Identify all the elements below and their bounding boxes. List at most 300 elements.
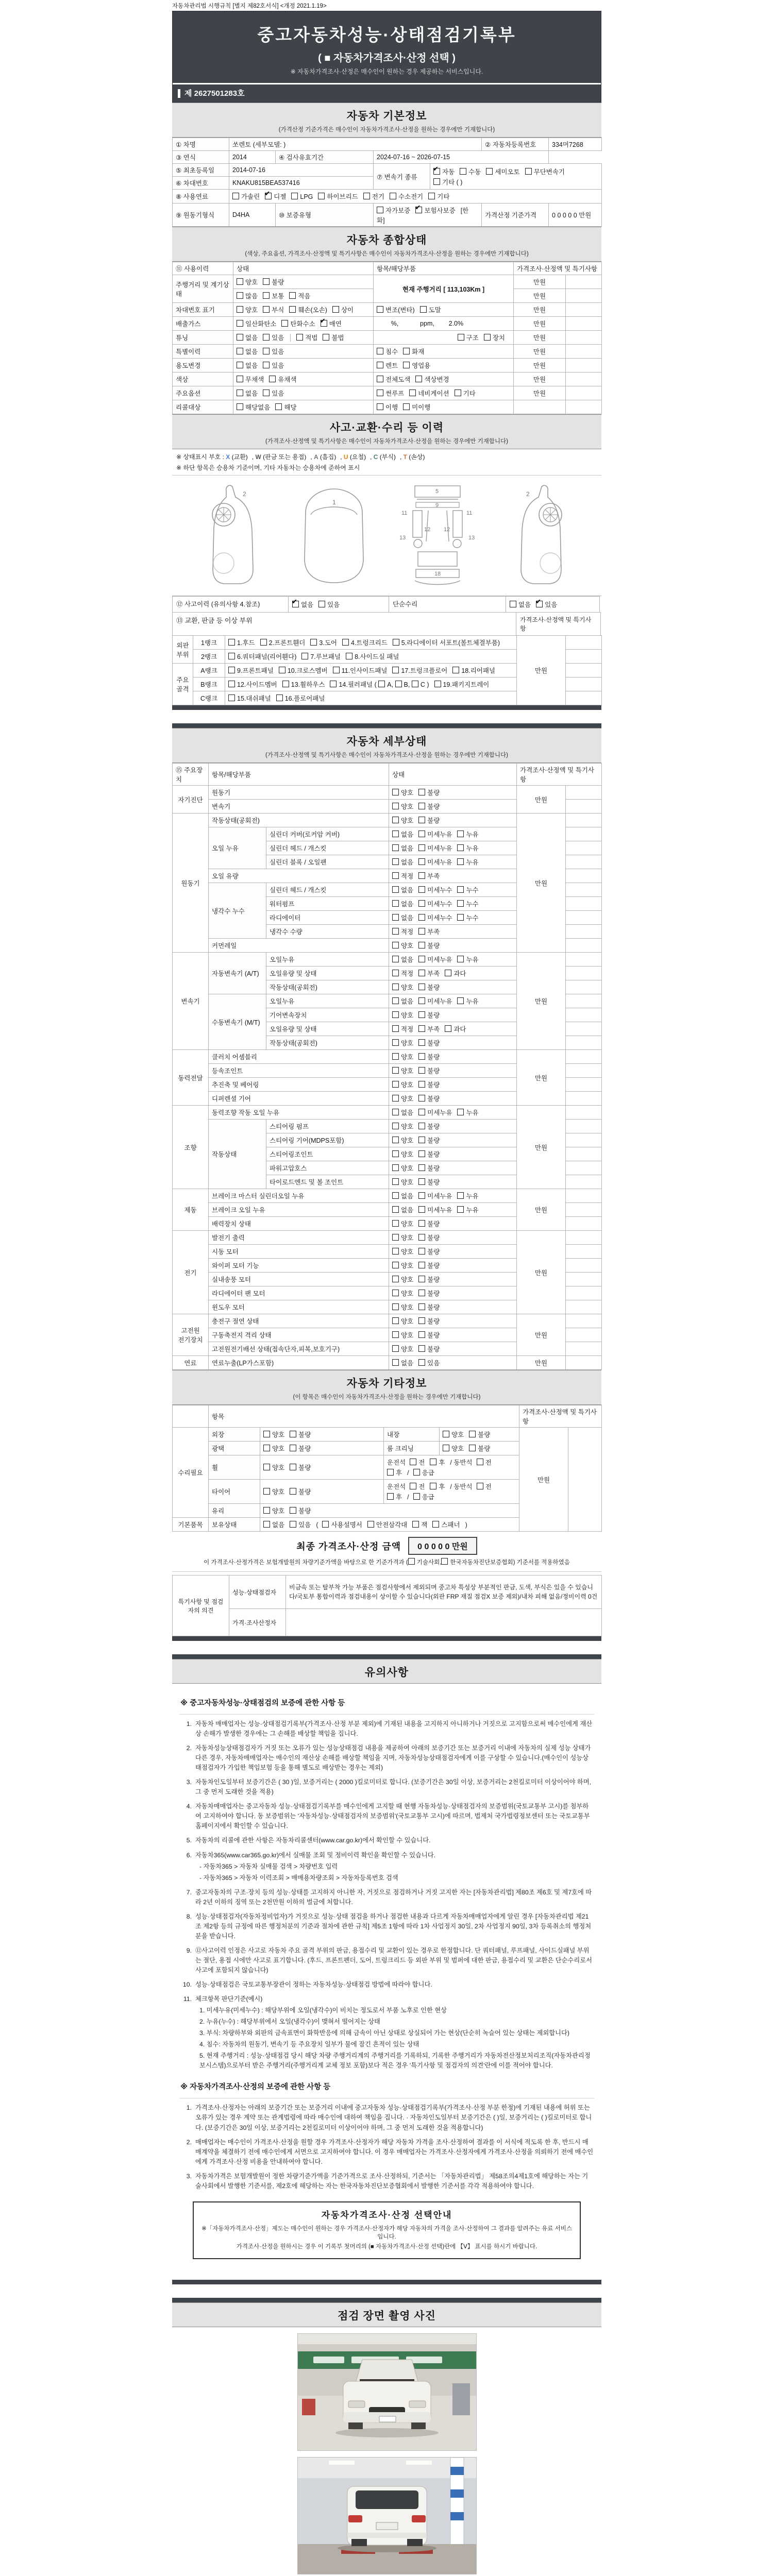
checkbox[interactable]	[418, 1192, 425, 1199]
checkbox[interactable]	[318, 601, 325, 607]
checkbox[interactable]	[290, 1507, 296, 1514]
table-cell: 용도변경	[173, 359, 233, 372]
table-cell	[384, 1455, 519, 1480]
checkbox[interactable]	[377, 389, 383, 396]
checkbox[interactable]	[418, 1234, 425, 1241]
remarks-side-label: 특기사항 및 점검자의 의견	[173, 1575, 229, 1636]
section-detail-state	[172, 728, 601, 763]
checkbox[interactable]	[434, 681, 441, 687]
table-cell: ⑨ 원동기형식	[173, 204, 229, 227]
checkbox-checked[interactable]	[292, 601, 299, 607]
option: 불량	[418, 982, 440, 992]
table-cell: 만원	[514, 317, 566, 331]
table-cell	[389, 883, 517, 897]
checkbox[interactable]	[322, 1521, 329, 1528]
checkbox[interactable]	[457, 1206, 464, 1213]
checkbox[interactable]	[392, 886, 399, 893]
section-title: 유의사항	[364, 1667, 409, 1679]
checkbox[interactable]	[460, 168, 466, 175]
table-cell	[566, 1147, 602, 1161]
checkbox[interactable]	[392, 858, 399, 865]
section-accident-history	[172, 414, 601, 449]
table-cell	[566, 911, 602, 925]
checkbox[interactable]	[418, 1303, 425, 1310]
checkbox[interactable]	[441, 1558, 448, 1565]
checkbox[interactable]	[392, 942, 399, 948]
option: 불량	[263, 277, 284, 286]
checkbox[interactable]	[392, 1095, 399, 1101]
checkbox[interactable]	[418, 1137, 425, 1143]
table-cell: 실린더 커버(로커암 커버)	[266, 827, 389, 841]
checkbox[interactable]	[332, 306, 339, 313]
svg-text:5: 5	[435, 488, 439, 495]
checkbox[interactable]	[418, 1331, 425, 1338]
checkbox[interactable]	[418, 1290, 425, 1296]
checkbox[interactable]	[413, 1493, 420, 1500]
checkbox[interactable]	[392, 1345, 399, 1352]
section-title: 사고·교환·수리 등 이력	[329, 422, 444, 434]
notice-body	[172, 1684, 601, 2280]
checkbox[interactable]	[477, 1459, 483, 1465]
checkbox[interactable]	[418, 1178, 425, 1185]
checkbox[interactable]	[263, 1488, 270, 1495]
checkbox[interactable]	[510, 601, 516, 607]
checkbox[interactable]	[418, 789, 425, 795]
checkbox[interactable]	[392, 1039, 399, 1046]
checkbox[interactable]	[418, 928, 425, 935]
checkbox[interactable]	[457, 956, 464, 962]
checkbox[interactable]	[290, 1431, 296, 1437]
checkbox[interactable]	[392, 1303, 399, 1310]
checkbox[interactable]	[296, 334, 303, 341]
section-note: (가격조사·산정액 및 특기사항은 매수인이 자동차가격조사·산정을 원하는 경우에만 기재합니다)	[265, 752, 508, 758]
checkbox[interactable]	[228, 694, 235, 701]
checkbox[interactable]	[392, 1164, 399, 1171]
checkbox[interactable]	[237, 376, 243, 382]
checkbox[interactable]	[392, 914, 399, 921]
notice-sec2-title: ※ 자동차가격조사·산정의 보증에 관한 사항 등	[179, 2078, 594, 2098]
checkbox[interactable]	[263, 362, 270, 368]
checkbox[interactable]	[263, 306, 270, 313]
checkbox[interactable]	[232, 193, 239, 199]
checkbox[interactable]	[392, 1262, 399, 1268]
option: 없음	[237, 333, 258, 342]
checkbox[interactable]	[392, 789, 399, 795]
checkbox[interactable]	[418, 1123, 425, 1129]
option: 미세누수	[418, 913, 452, 922]
table-cell	[389, 897, 517, 911]
checkbox[interactable]	[469, 1431, 476, 1437]
checkbox[interactable]	[237, 292, 243, 299]
checkbox[interactable]	[445, 1025, 451, 1032]
checkbox[interactable]	[377, 376, 383, 382]
checkbox[interactable]	[445, 970, 451, 976]
checkbox[interactable]	[392, 1331, 399, 1338]
table-cell: B랭크	[193, 677, 225, 691]
divider	[290, 334, 291, 342]
svg-text:13: 13	[399, 535, 406, 541]
checkbox[interactable]	[263, 1521, 270, 1528]
checkbox[interactable]	[418, 900, 425, 907]
checkbox[interactable]	[263, 1464, 270, 1470]
checkbox[interactable]	[418, 914, 425, 921]
checkbox[interactable]	[392, 1150, 399, 1157]
checkbox[interactable]	[412, 681, 418, 687]
checkbox[interactable]	[269, 376, 276, 382]
checkbox[interactable]	[392, 970, 399, 976]
checkbox[interactable]	[418, 984, 425, 990]
engine-bay-front-photo	[297, 2333, 477, 2451]
option: 불량	[418, 1052, 440, 1061]
checkbox[interactable]	[457, 997, 464, 1004]
checkbox[interactable]	[392, 956, 399, 962]
checkbox[interactable]	[333, 667, 340, 673]
checkbox[interactable]	[418, 844, 425, 851]
inspector-opinion: 비금속 또는 탈부착 가능 부품은 점검사항에서 제외되며 중고차 특성상 부분적인 판금, 도색, 부식은 있을 수 있습니다/국토부 통합이력과 점검내용이 상이할 수 있습니다(외판 FRP 재질 점검X 보증 제외)/내차 피해 없음/정비이력 0건	[286, 1575, 602, 1609]
checkbox[interactable]	[228, 639, 235, 646]
checkbox[interactable]	[260, 639, 267, 646]
table-cell	[233, 345, 374, 359]
checkbox[interactable]	[418, 1248, 425, 1255]
checkbox[interactable]	[263, 1445, 270, 1451]
checkbox[interactable]	[457, 858, 464, 865]
checkbox-checked[interactable]	[415, 207, 422, 213]
checkbox[interactable]	[237, 334, 243, 341]
option: 전기	[363, 192, 384, 201]
notice-item: 2. 자동차성능상태점검자가 거짓 또는 오류가 있는 성능상태점검 내용을 제공하여 아래의 보증기간 또는 보증거리 이내에 자동차의 실제 성능 상태가 다른 경우, 자동차매매업자는 매수인의 재산상 손해를 배상할 책임을 지며, 자동차성능상태점검자에게 이를 구상할 수 있습니다.(매수인이 성능상태점검자가 가입한 책임보험 등을 통해 별도로 배상받는 경우는 제외)	[186, 1744, 591, 1772]
checkbox[interactable]	[457, 914, 464, 921]
checkbox[interactable]	[392, 1011, 399, 1018]
checkbox[interactable]	[392, 1248, 399, 1255]
checkbox[interactable]	[392, 1123, 399, 1129]
option: 하이브리드	[318, 192, 358, 201]
checkbox-checked[interactable]	[321, 320, 327, 327]
checkbox[interactable]	[279, 667, 285, 673]
checkbox[interactable]	[237, 348, 243, 354]
table-cell: 리콜대상	[173, 400, 233, 414]
option: 불량	[418, 1163, 440, 1173]
table-cell	[566, 1189, 602, 1203]
sheet-1	[172, 11, 601, 710]
option-text: 운전석	[387, 1459, 406, 1466]
checkbox[interactable]	[418, 1276, 425, 1282]
table-cell	[566, 827, 602, 841]
checkbox[interactable]	[469, 1445, 476, 1451]
option: 없음	[392, 955, 413, 964]
checkbox[interactable]	[432, 1521, 439, 1528]
option: 양호	[392, 1219, 413, 1228]
checkbox[interactable]	[392, 1220, 399, 1227]
checkbox[interactable]	[415, 376, 422, 382]
checkbox[interactable]	[263, 334, 270, 341]
vin: KNAKU815BEA537416	[229, 177, 374, 190]
checkbox[interactable]	[403, 362, 410, 368]
checkbox[interactable]	[392, 1276, 399, 1282]
checkbox[interactable]	[418, 1011, 425, 1018]
checkbox[interactable]	[418, 1053, 425, 1060]
option: 양호	[392, 1275, 413, 1284]
checkbox[interactable]	[377, 362, 383, 368]
checkbox[interactable]	[310, 639, 317, 646]
checkbox[interactable]	[392, 1178, 399, 1185]
checkbox[interactable]	[290, 1445, 296, 1451]
checkbox[interactable]	[409, 389, 416, 396]
checkbox[interactable]	[418, 1345, 425, 1352]
checkbox[interactable]	[263, 348, 270, 354]
checkbox[interactable]	[392, 928, 399, 935]
checkbox[interactable]	[392, 803, 399, 809]
checkbox[interactable]	[403, 403, 410, 410]
table-cell: 룸 크리닝	[384, 1442, 440, 1455]
checkbox[interactable]	[392, 900, 399, 907]
checkbox[interactable]	[342, 639, 349, 646]
checkbox[interactable]	[443, 1445, 449, 1451]
checkbox[interactable]	[301, 653, 308, 659]
checkbox[interactable]	[392, 817, 399, 823]
checkbox[interactable]	[363, 193, 370, 199]
option: 전체도색	[377, 375, 410, 384]
table-cell: 보유상태	[209, 1518, 260, 1532]
checkbox[interactable]	[237, 320, 243, 327]
checkbox-checked[interactable]	[433, 168, 440, 175]
checkbox[interactable]	[484, 334, 491, 341]
simple-repair-label: 단순수리	[389, 596, 506, 613]
checkbox[interactable]	[428, 193, 435, 199]
checkbox[interactable]	[228, 667, 235, 673]
checkbox[interactable]	[228, 681, 235, 687]
table-cell	[566, 1286, 602, 1300]
checkbox[interactable]	[525, 168, 532, 175]
checkbox[interactable]	[387, 1469, 394, 1476]
checkbox[interactable]	[392, 667, 399, 673]
checkbox[interactable]	[418, 956, 425, 962]
emission-values: %, ppm, 2.0%	[374, 317, 514, 331]
checkbox[interactable]	[392, 997, 399, 1004]
checkbox[interactable]	[281, 320, 288, 327]
checkbox[interactable]	[413, 1469, 420, 1476]
checkbox[interactable]	[418, 970, 425, 976]
checkbox[interactable]	[457, 1109, 464, 1115]
checkbox[interactable]	[228, 653, 235, 659]
checkbox[interactable]	[392, 872, 399, 879]
checkbox[interactable]	[418, 803, 425, 809]
table-cell: A랭크	[193, 664, 225, 677]
checkbox[interactable]	[392, 1359, 399, 1366]
table-cell	[568, 1428, 602, 1532]
checkbox[interactable]	[392, 1137, 399, 1143]
table-cell	[389, 1175, 517, 1189]
checkbox[interactable]	[392, 1317, 399, 1324]
table-cell: 클러치 어셈블리	[209, 1050, 389, 1064]
checkbox[interactable]	[392, 1067, 399, 1074]
checkbox[interactable]	[403, 348, 410, 354]
checkbox[interactable]	[289, 292, 296, 299]
checkbox[interactable]	[410, 1459, 416, 1465]
checkbox[interactable]	[378, 681, 385, 687]
checkbox[interactable]	[290, 1464, 296, 1470]
state-code: C (부식)	[373, 453, 396, 461]
table-cell	[260, 1480, 384, 1504]
checkbox[interactable]	[263, 1507, 270, 1514]
checkbox[interactable]	[418, 1095, 425, 1101]
base-price: 0 0 0 0 0 만원	[549, 204, 602, 227]
checkbox[interactable]	[282, 681, 289, 687]
checkbox[interactable]	[418, 858, 425, 865]
table-cell: 냉각수 수량	[266, 925, 389, 939]
checkbox[interactable]	[418, 817, 425, 823]
checkbox[interactable]	[410, 1483, 416, 1489]
checkbox[interactable]	[418, 1039, 425, 1046]
sheet-3	[172, 1654, 601, 2284]
checkbox[interactable]	[291, 193, 298, 199]
option: 양호	[263, 1506, 284, 1515]
checkbox[interactable]	[418, 1164, 425, 1171]
checkbox[interactable]	[392, 831, 399, 837]
checkbox[interactable]	[418, 942, 425, 948]
option: 기타 ( )	[433, 177, 462, 187]
checkbox[interactable]	[290, 1488, 296, 1495]
option: 없음	[392, 1108, 413, 1117]
checkbox[interactable]	[392, 1025, 399, 1032]
checkbox[interactable]	[392, 1081, 399, 1088]
checkbox[interactable]	[418, 1067, 425, 1074]
checkbox[interactable]	[237, 403, 243, 410]
checkbox[interactable]	[392, 1053, 399, 1060]
checkbox[interactable]	[457, 1192, 464, 1199]
checkbox[interactable]	[323, 334, 329, 341]
checkbox[interactable]	[237, 278, 243, 285]
table-cell: ⑥ 차대번호	[173, 177, 229, 190]
checkbox[interactable]	[418, 1317, 425, 1324]
checkbox[interactable]	[418, 1025, 425, 1032]
checkbox[interactable]	[390, 193, 396, 199]
table-cell: 유리	[209, 1504, 260, 1518]
panel-header: ⑬ 교환, 판금 등 이상 부위	[172, 612, 516, 636]
checkbox[interactable]	[418, 997, 425, 1004]
checkbox[interactable]	[387, 1493, 394, 1500]
checkbox[interactable]	[377, 348, 383, 354]
checkbox[interactable]	[418, 886, 425, 893]
checkbox[interactable]	[418, 1109, 425, 1115]
checkbox[interactable]	[452, 667, 459, 673]
checkbox[interactable]	[263, 1431, 270, 1437]
section-notice	[172, 1659, 601, 1684]
checkbox[interactable]	[412, 1521, 419, 1528]
checkbox[interactable]	[237, 362, 243, 368]
checkbox[interactable]	[418, 1262, 425, 1268]
checkbox[interactable]	[377, 207, 383, 213]
checkbox[interactable]	[330, 681, 337, 687]
option: 부족	[418, 969, 440, 978]
checkbox[interactable]	[367, 1521, 374, 1528]
checkbox[interactable]	[457, 900, 464, 907]
checkbox-checked[interactable]	[536, 601, 543, 607]
checkbox[interactable]	[377, 403, 383, 410]
table-cell: 작동상태(공회전)	[209, 814, 389, 827]
option: 기타	[455, 388, 476, 398]
checkbox[interactable]	[263, 278, 270, 285]
notice-list-1	[179, 1719, 594, 2071]
checkbox[interactable]	[392, 1234, 399, 1241]
checkbox[interactable]	[393, 639, 399, 646]
option: 양호	[237, 305, 258, 314]
checkbox[interactable]	[443, 1431, 449, 1437]
table-cell: 윈도우 모터	[209, 1300, 389, 1314]
checkbox[interactable]	[392, 1192, 399, 1199]
checkbox[interactable]	[392, 844, 399, 851]
checkbox[interactable]	[275, 403, 282, 410]
table-cell: 주요옵션	[173, 386, 233, 400]
checkbox[interactable]	[289, 306, 296, 313]
checkbox[interactable]	[418, 1081, 425, 1088]
checkbox[interactable]	[457, 886, 464, 893]
checkbox[interactable]	[430, 1459, 436, 1465]
checkbox[interactable]	[418, 1150, 425, 1157]
car-diagram-right-side	[497, 482, 575, 591]
table-cell: 연료누출(LP가스포함)	[209, 1356, 389, 1370]
checkbox[interactable]	[418, 1220, 425, 1227]
option: 불량	[418, 1080, 440, 1089]
checkbox[interactable]	[455, 389, 461, 396]
checkbox[interactable]	[392, 984, 399, 990]
table-cell	[389, 1120, 517, 1133]
table-cell: 기본품목	[173, 1518, 209, 1532]
warranty-options	[374, 204, 482, 227]
checkbox[interactable]	[346, 653, 352, 659]
checkbox[interactable]	[290, 1521, 296, 1528]
table-cell	[389, 1259, 517, 1273]
checkbox[interactable]	[418, 872, 425, 879]
checkbox[interactable]	[458, 334, 464, 341]
table-cell: 작동상태	[209, 1120, 266, 1189]
checkbox[interactable]	[430, 1483, 436, 1489]
checkbox[interactable]	[408, 1558, 415, 1565]
checkbox[interactable]	[395, 681, 402, 687]
table-cell	[389, 1008, 517, 1022]
rear-on-lift-photo	[297, 2457, 477, 2574]
checkbox[interactable]	[263, 292, 270, 299]
table-cell	[566, 650, 602, 664]
checkbox[interactable]	[418, 831, 425, 837]
checkbox[interactable]	[486, 168, 493, 175]
checkbox[interactable]	[377, 306, 383, 313]
checkbox[interactable]	[477, 1483, 483, 1489]
option: 미세누유	[418, 996, 452, 1006]
checkbox[interactable]	[276, 694, 283, 701]
checkbox[interactable]	[418, 1206, 425, 1213]
option: 17.트렁크플로어	[392, 666, 447, 675]
option-text: )	[465, 1521, 467, 1529]
guide-line: 가격조사·산정을 원하시는 경우 이 기록부 첫머리의 (■ 자동차가격조사·산정 선택)란에 【Ⅴ】 표시를 하시기 바랍니다.	[236, 2243, 537, 2250]
checkbox[interactable]	[433, 178, 440, 185]
checkbox[interactable]	[392, 1290, 399, 1296]
option: 불량	[469, 1430, 490, 1439]
checkbox[interactable]	[392, 1109, 399, 1115]
checkbox[interactable]	[318, 193, 325, 199]
table-cell: 2랭크	[193, 650, 225, 664]
checkbox[interactable]	[392, 1206, 399, 1213]
checkbox[interactable]	[237, 306, 243, 313]
section-note: (색상, 주요옵션, 가격조사·산정액 및 특기사항은 매수인이 자동차가격조사·산정을 원하는 경우에만 기재합니다)	[245, 251, 529, 257]
checkbox[interactable]	[418, 1359, 425, 1366]
checkbox[interactable]	[457, 831, 464, 837]
checkbox[interactable]	[237, 389, 243, 396]
checkbox-checked[interactable]	[265, 193, 272, 199]
checkbox[interactable]	[263, 389, 270, 396]
checkbox[interactable]	[420, 306, 427, 313]
checkbox[interactable]	[457, 844, 464, 851]
table-cell: 가격산정 기준가격	[482, 204, 549, 227]
